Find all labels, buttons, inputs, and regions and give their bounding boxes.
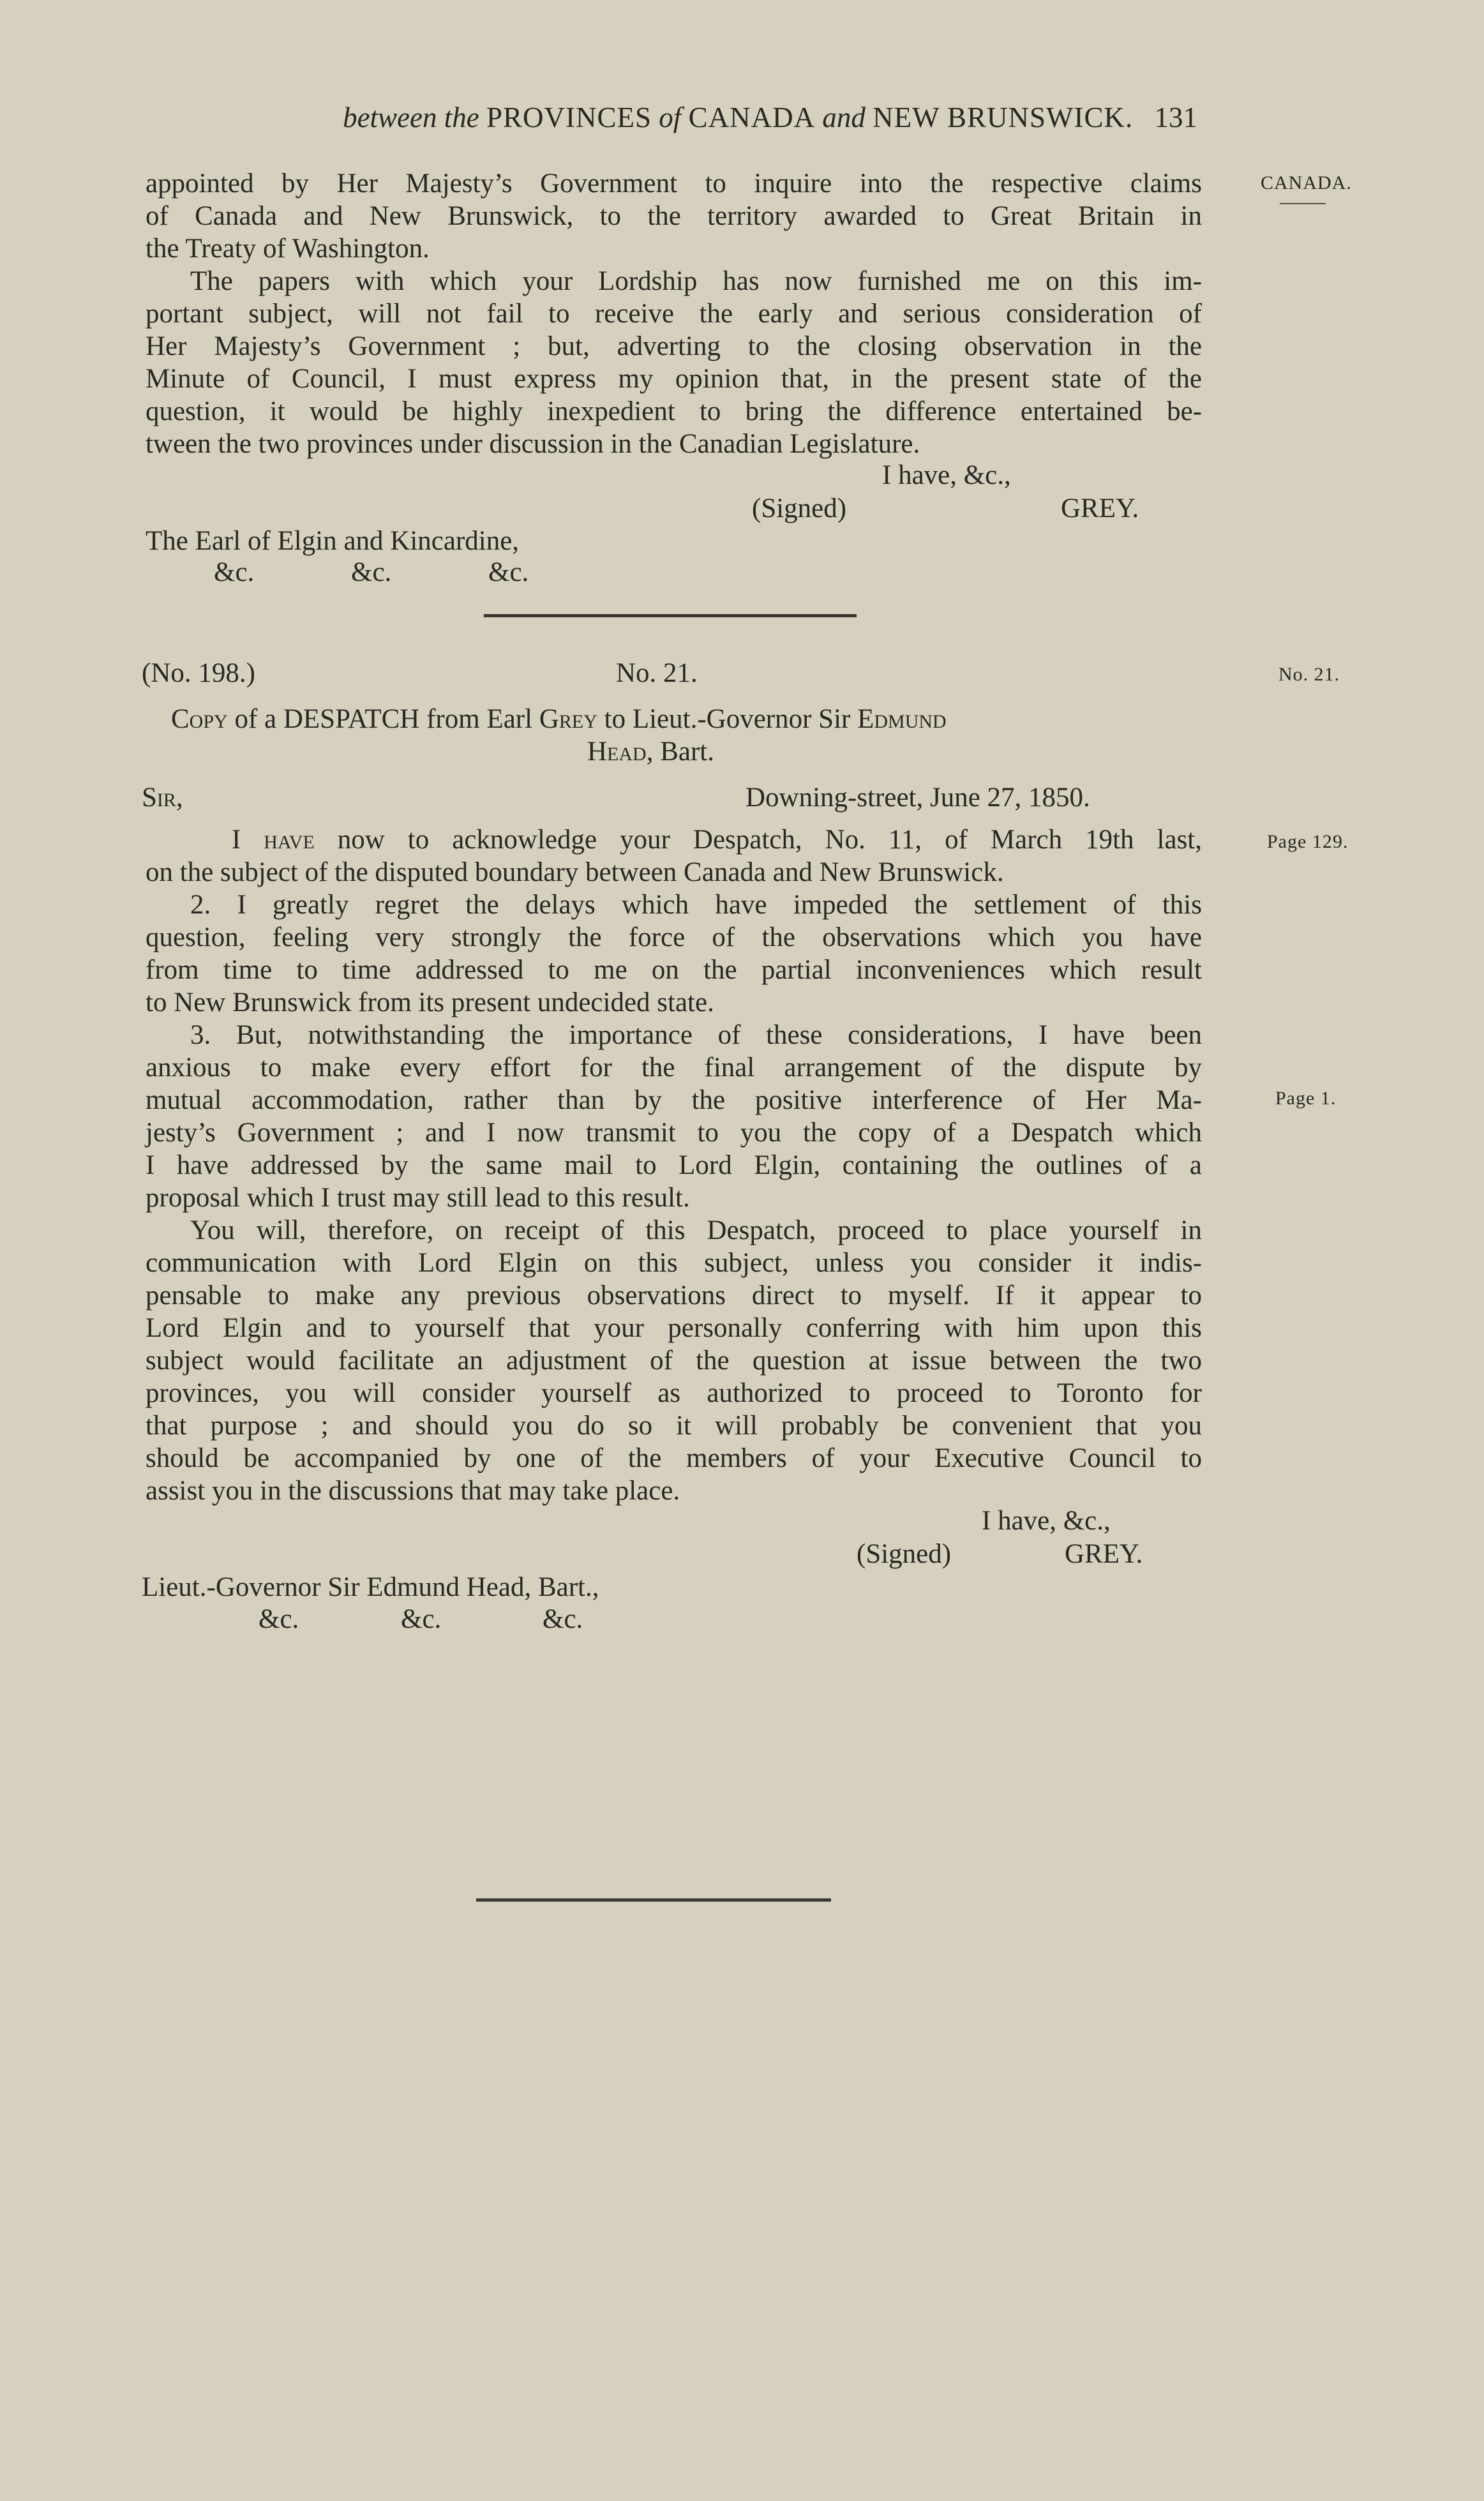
text-line bbox=[146, 823, 1202, 856]
header-italic-of: of bbox=[659, 101, 682, 133]
title-edmund: Edmund bbox=[857, 704, 947, 734]
text-line: jesty’s Government ; and I now transmit to you the copy of a Despatch which bbox=[146, 1118, 1202, 1148]
text-line: provinces, you will consider yourself as authorized to proceed to Toronto for bbox=[146, 1378, 1202, 1408]
despatch-etc-2: &c. bbox=[401, 1604, 442, 1634]
prev-etc-2: &c. bbox=[351, 557, 392, 587]
despatch-paragraph-2 bbox=[146, 889, 1202, 1019]
despatch-etc-3: &c. bbox=[543, 1604, 583, 1634]
prev-letter-paragraph-1 bbox=[146, 167, 1202, 265]
text-line: subject would facilitate an adjustment of the question at issue between the two bbox=[146, 1346, 1202, 1376]
text-line: communication with Lord Elgin on this subject, unless you consider it indis- bbox=[146, 1248, 1202, 1278]
text-line: pensable to make any previous observations direct to myself. If it appear to bbox=[146, 1281, 1202, 1311]
text-line: should be accompanied by one of the members of your Executive Council to bbox=[146, 1443, 1202, 1473]
margin-note-page129: Page 129. bbox=[1267, 831, 1349, 852]
text-line: question, it would be highly inexpedient to bring the difference entertained be- bbox=[146, 396, 1202, 426]
text-line: of Canada and New Brunswick, to the territory awarded to Great Britain in bbox=[146, 201, 1202, 231]
text-line: mutual accommodation, rather than by the positive interference of Her Ma- bbox=[146, 1085, 1202, 1115]
dateline: Downing-street, June 27, 1850. bbox=[746, 783, 1090, 813]
header-new-brunswick: NEW BRUNSWICK. bbox=[873, 101, 1134, 133]
salutation: Sir, bbox=[142, 783, 183, 813]
title-head: Head bbox=[587, 737, 647, 767]
despatch-ref: (No. 198.) bbox=[142, 658, 255, 688]
header-canada: CANADA bbox=[688, 101, 816, 133]
text-line: proposal which I trust may still lead to this result. bbox=[146, 1183, 690, 1213]
despatch-signed: (Signed) bbox=[857, 1539, 952, 1569]
text-line: assist you in the discussions that may take place. bbox=[146, 1476, 680, 1506]
title-bart: , Bart. bbox=[646, 737, 715, 767]
text-line: 3. But, notwithstanding the importance of these considerations, I have been bbox=[190, 1020, 1202, 1050]
margin-note-canada: CANADA. bbox=[1261, 172, 1352, 193]
prev-etc-1: &c. bbox=[214, 557, 255, 587]
margin-note-no21: No. 21. bbox=[1278, 664, 1340, 685]
prev-letter-paragraph-2 bbox=[146, 265, 1202, 460]
prev-signature: GREY. bbox=[1061, 493, 1139, 523]
despatch-addressee: Lieut.-Governor Sir Edmund Head, Bart., bbox=[142, 1572, 599, 1602]
text-line: You will, therefore, on receipt of this Despatch, proceed to place yourself in bbox=[190, 1215, 1202, 1245]
text-line: The papers with which your Lordship has now furnished me on this im- bbox=[190, 266, 1202, 296]
prev-signed: (Signed) bbox=[752, 493, 847, 523]
title-grey: Grey bbox=[539, 704, 597, 734]
header-provinces: PROVINCES bbox=[486, 101, 652, 133]
despatch-signature: GREY. bbox=[1065, 1539, 1143, 1569]
text-line: 2. I greatly regret the delays which have impeded the settlement of this bbox=[190, 890, 1202, 920]
text-line: Her Majesty’s Government ; but, adverting to the closing observation in the bbox=[146, 331, 1202, 361]
title-of-a: of a bbox=[234, 704, 277, 734]
despatch-etc-1: &c. bbox=[259, 1604, 299, 1634]
despatch-number: No. 21. bbox=[616, 658, 698, 688]
text-line: anxious to make every effort for the final arrangement of the dispute by bbox=[146, 1053, 1202, 1083]
despatch-title-line-2 bbox=[587, 736, 714, 767]
text-line: I have addressed by the same mail to Lord Elgin, containing the outlines of a bbox=[146, 1150, 1202, 1180]
text-line: the Treaty of Washington. bbox=[146, 234, 430, 264]
despatch-closing: I have, &c., bbox=[982, 1506, 1111, 1536]
title-to: to Lieut.-Governor Sir bbox=[604, 704, 851, 734]
text-line: Lord Elgin and to yourself that your personally conferring with him upon this bbox=[146, 1313, 1202, 1343]
prev-etc-3: &c. bbox=[488, 557, 529, 587]
text-line: portant subject, will not fail to receive the early and serious consideration of bbox=[146, 299, 1202, 329]
text-line: tween the two provinces under discussion in the Canadian Legislature. bbox=[146, 429, 920, 459]
text-fragment: now to acknowledge your Despatch, No. 11, of March 19th last, bbox=[337, 825, 1202, 855]
title-copy: Copy bbox=[171, 704, 228, 734]
header-italic-between: between the bbox=[343, 101, 479, 133]
header-italic-and: and bbox=[822, 101, 866, 133]
title-from: from Earl bbox=[426, 704, 533, 734]
page-number: 131 bbox=[1154, 101, 1197, 133]
despatch-paragraph-1 bbox=[146, 823, 1202, 889]
margin-rule bbox=[1280, 203, 1326, 204]
despatch-paragraph-3 bbox=[146, 1019, 1202, 1214]
section-divider bbox=[484, 614, 857, 617]
text-line: Minute of Council, I must express my opinion that, in the present state of the bbox=[146, 364, 1202, 394]
text-line: on the subject of the disputed boundary between Canada and New Brunswick. bbox=[146, 857, 1004, 887]
text-line: to New Brunswick from its present undecided state. bbox=[146, 988, 714, 1018]
margin-note-page1: Page 1. bbox=[1275, 1088, 1337, 1109]
opening-words: I have bbox=[232, 825, 315, 855]
running-header bbox=[184, 101, 1197, 146]
text-line: from time to time addressed to me on the partial inconveniences which result bbox=[146, 955, 1202, 985]
text-line: appointed by Her Majesty’s Government to inquire into the respective claims bbox=[146, 169, 1202, 199]
prev-addressee: The Earl of Elgin and Kincardine, bbox=[146, 526, 520, 556]
title-despatch: DESPATCH bbox=[283, 704, 420, 734]
end-divider bbox=[476, 1898, 831, 1902]
despatch-paragraph-4 bbox=[146, 1214, 1202, 1507]
text-line: question, feeling very strongly the force of the observations which you have bbox=[146, 922, 1202, 952]
despatch-title-line-1 bbox=[171, 703, 947, 735]
prev-closing: I have, &c., bbox=[882, 460, 1011, 490]
text-line: that purpose ; and should you do so it will probably be convenient that you bbox=[146, 1411, 1202, 1441]
